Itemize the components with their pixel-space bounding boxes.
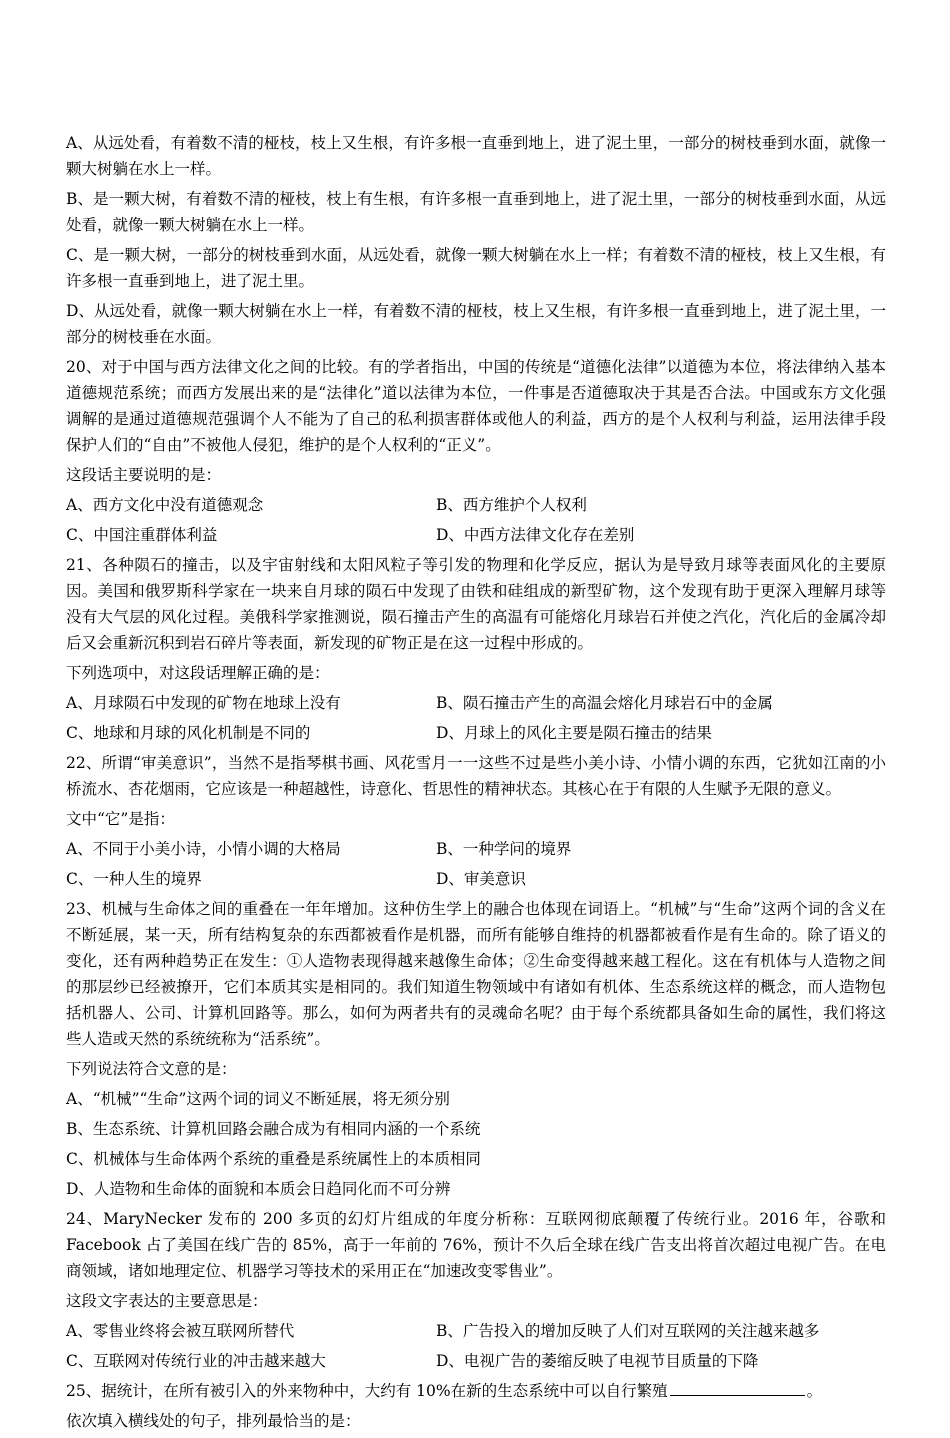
q20-option-c: C、中国注重群体利益 xyxy=(66,526,218,544)
q22-option-c: C、一种人生的境界 xyxy=(66,870,202,888)
q23-option-d: D、人造物和生命体的面貌和本质会日趋同化而不可分辨 xyxy=(66,1180,451,1198)
q21-options-row-1 xyxy=(66,690,886,716)
q25-stem-end: 。 xyxy=(806,1382,823,1400)
q20-option-d: D、中西方法律文化存在差别 xyxy=(436,526,635,544)
fill-in-blank xyxy=(670,1381,805,1396)
q22-options-row-1 xyxy=(66,836,886,862)
q24-options-row-1 xyxy=(66,1318,886,1344)
q21-option-c: C、地球和月球的风化机制是不同的 xyxy=(66,724,311,742)
q19-option-d: D、从远处看，就像一颗大树躺在水上一样，有着数不清的桠枝，枝上又生根，有许多根一直垂到地上，进了泥土里，一部分的树枝垂在水面。 xyxy=(66,302,886,346)
q24-question: 这段文字表达的主要意思是： xyxy=(66,1292,268,1310)
q25-stem xyxy=(66,1378,886,1404)
q23-question: 下列说法符合文意的是： xyxy=(66,1060,237,1078)
q24-option-b: B、广告投入的增加反映了人们对互联网的关注越来越多 xyxy=(436,1322,820,1340)
q21-question: 下列选项中，对这段话理解正确的是： xyxy=(66,664,330,682)
q20-option-b: B、西方维护个人权利 xyxy=(436,496,587,514)
q21-options-row-2 xyxy=(66,720,886,746)
q19-option-c: C、是一颗大树，一部分的树枝垂到水面，从远处看，就像一颗大树躺在水上一样；有着数不清的桠枝，枝上又生根，有许多根一直垂到地上，进了泥土里。 xyxy=(66,246,886,290)
q22-question: 文中“它”是指： xyxy=(66,810,175,828)
q23-option-c: C、机械体与生命体两个系统的重叠是系统属性上的本质相同 xyxy=(66,1150,481,1168)
q24-option-d: D、电视广告的萎缩反映了电视节目质量的下降 xyxy=(436,1352,759,1370)
q21-option-d: D、月球上的风化主要是陨石撞击的结果 xyxy=(436,724,712,742)
q24-option-a: A、零售业终将会被互联网所替代 xyxy=(66,1322,295,1340)
q24-stem: 24、MaryNecker 发布的 200 多页的幻灯片组成的年度分析称：互联网彻底颠覆了传统行业。2016 年，谷歌和 Facebook 占了美国在线广告的 85%，高于一年前的 76%，预计不久后全球在线广告支出将首次超过电视广告。在电商领域，诸如地理定位、机器学习等技术的采用正在“加速改变零售业”。 xyxy=(66,1210,886,1280)
q22-option-b: B、一种学问的境界 xyxy=(436,840,572,858)
q24-option-c: C、互联网对传统行业的冲击越来越大 xyxy=(66,1352,326,1370)
q22-option-d: D、审美意识 xyxy=(436,870,526,888)
q24-options-row-2 xyxy=(66,1348,886,1374)
q23-stem: 23、机械与生命体之间的重叠在一年年增加。这种仿生学上的融合也体现在词语上。“机械”与“生命”这两个词的含义在不断延展，某一天，所有结构复杂的东西都被看作是机器，而所有能够自维持的机器都被看作是有生命的。除了语义的变化，还有两种趋势正在发生：①人造物表现得越来越像生命体；②生命变得越来越工程化。这在有机体与人造物之间的那层纱已经被撩开，它们本质其实是相同的。我们知道生物领域中有诸如有机体、生态系统这样的概念，而人造物包括机器人、公司、计算机回路等。那么，如何为两者共有的灵魂命名呢？由于每个系统都具备如生命的属性，我们将这些人造或天然的系统统称为“活系统”。 xyxy=(66,900,886,1048)
q19-option-a: A、从远处看，有着数不清的桠枝，枝上又生根，有许多根一直垂到地上，进了泥土里，一部分的树枝垂到水面，就像一颗大树躺在水上一样。 xyxy=(66,134,886,178)
document-page xyxy=(66,130,886,1438)
q25-stem-text: 25、据统计，在所有被引入的外来物种中，大约有 10%在新的生态系统中可以自行繁殖 xyxy=(66,1382,668,1400)
q19-option-b: B、是一颗大树，有着数不清的桠枝，枝上有生根，有许多根一直垂到地上，进了泥土里，一部分的树枝垂到水面，从远处看，就像一颗大树躺在水上一样。 xyxy=(66,190,886,234)
q22-option-a: A、不同于小美小诗，小情小调的大格局 xyxy=(66,840,341,858)
q23-option-a: A、“机械”“生命”这两个词的词义不断延展，将无须分别 xyxy=(66,1090,450,1108)
q23-option-b: B、生态系统、计算机回路会融合成为有相同内涵的一个系统 xyxy=(66,1120,481,1138)
q21-stem: 21、各种陨石的撞击，以及宇宙射线和太阳风粒子等引发的物理和化学反应，据认为是导致月球等表面风化的主要原因。美国和俄罗斯科学家在一块来自月球的陨石中发现了由铁和硅组成的新型矿物，这个发现有助于更深入理解月球等没有大气层的风化过程。美俄科学家推测说，陨石撞击产生的高温有可能熔化月球岩石并使之汽化，汽化后的金属冷却后又会重新沉积到岩石碎片等表面，新发现的矿物正是在这一过程中形成的。 xyxy=(66,556,886,652)
q20-stem: 20、对于中国与西方法律文化之间的比较。有的学者指出，中国的传统是“道德化法律”以道德为本位，将法律纳入基本道德规范系统；而西方发展出来的是“法律化”道以法律为本位，一件事是否道德取决于其是否合法。中国或东方文化强调解的是通过道德规范强调个人不能为了自己的私利损害群体或他人的利益，西方的是个人权利与利益，运用法律手段保护人们的“自由”不被他人侵犯，维护的是个人权利的“正义”。 xyxy=(66,358,886,454)
q22-stem: 22、所谓“审美意识”，当然不是指琴棋书画、风花雪月一一这些不过是些小美小诗、小情小调的东西，它犹如江南的小桥流水、杏花烟雨，它应该是一种超越性，诗意化、哲思性的精神状态。其核心在于有限的人生赋予无限的意义。 xyxy=(66,754,886,798)
q22-options-row-2 xyxy=(66,866,886,892)
q20-question: 这段话主要说明的是： xyxy=(66,466,222,484)
q20-options-row-2 xyxy=(66,522,886,548)
q20-option-a: A、西方文化中没有道德观念 xyxy=(66,496,264,514)
q20-options-row-1 xyxy=(66,492,886,518)
q25-question: 依次填入横线处的句子，排列最恰当的是： xyxy=(66,1412,361,1430)
q21-option-b: B、陨石撞击产生的高温会熔化月球岩石中的金属 xyxy=(436,694,773,712)
q21-option-a: A、月球陨石中发现的矿物在地球上没有 xyxy=(66,694,341,712)
